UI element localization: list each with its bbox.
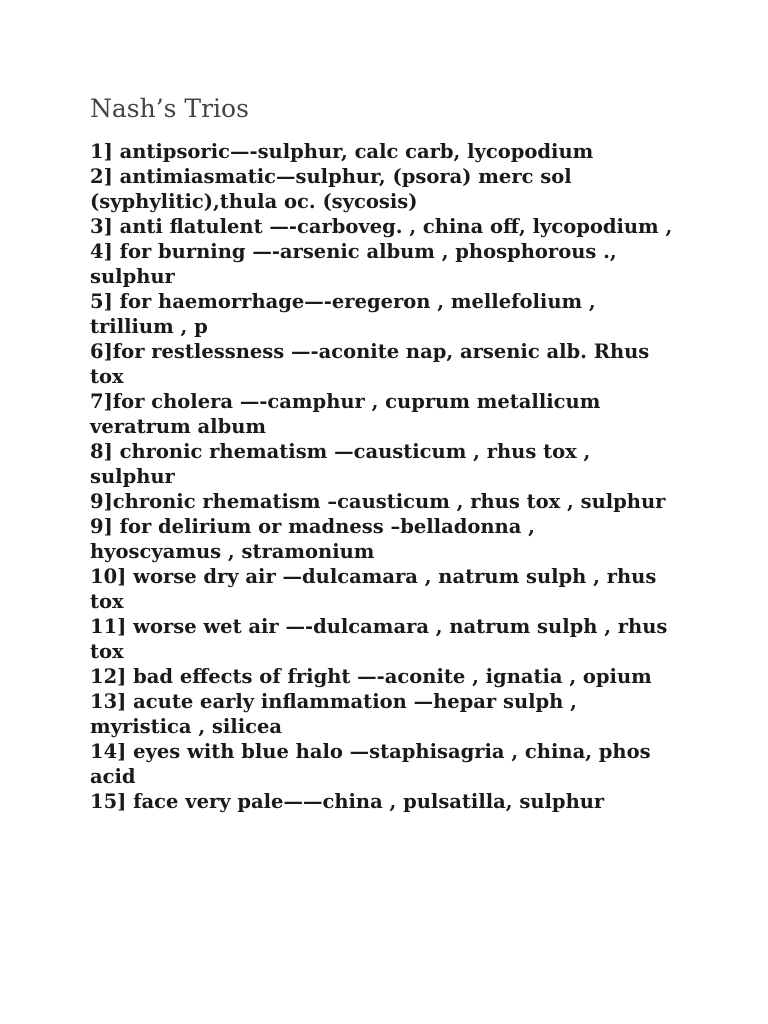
text-line: 9] for delirium or madness –belladonna ,	[90, 515, 535, 538]
text-line: 11] worse wet air —-dulcamara , natrum sulph , rhus	[90, 615, 668, 638]
text-line: 13] acute early inflammation —hepar sulph ,	[90, 690, 577, 713]
text-line: myristica , silicea	[90, 715, 283, 738]
text-line: tox	[90, 640, 124, 663]
text-line: 2] antimiasmatic—sulphur, (psora) merc sol	[90, 165, 572, 188]
text-line: tox	[90, 365, 124, 388]
text-line: 10] worse dry air —dulcamara , natrum sulph , rhus	[90, 565, 657, 588]
text-line: sulphur	[90, 465, 175, 488]
text-line: hyoscyamus , stramonium	[90, 540, 375, 563]
text-line: 9]chronic rhematism –causticum , rhus tox , sulphur	[90, 490, 666, 513]
text-line: tox	[90, 590, 124, 613]
text-line: acid	[90, 765, 136, 788]
text-line: 12] bad effects of fright —-aconite , ignatia , opium	[90, 665, 652, 688]
text-line: 3] anti flatulent —-carboveg. , china off, lycopodium ,	[90, 215, 673, 238]
text-line: 1] antipsoric—-sulphur, calc carb, lycopodium	[90, 140, 594, 163]
text-line: 4] for burning —-arsenic album , phosphorous .,	[90, 240, 617, 263]
text-line: 15] face very pale——china , pulsatilla, sulphur	[90, 790, 605, 813]
text-line: sulphur	[90, 265, 175, 288]
text-line: 5] for haemorrhage—-eregeron , mellefolium ,	[90, 290, 596, 313]
document-body	[90, 139, 690, 814]
text-line: trillium , p	[90, 315, 208, 338]
text-line: (syphylitic),thula oc. (sycosis)	[90, 190, 418, 213]
text-line: 7]for cholera —-camphur , cuprum metallicum	[90, 390, 601, 413]
text-line: 8] chronic rhematism —causticum , rhus tox ,	[90, 440, 591, 463]
text-line: veratrum album	[90, 415, 267, 438]
text-line: 6]for restlessness —-aconite nap, arsenic alb. Rhus	[90, 340, 650, 363]
document-title: Nash’s Trios	[90, 94, 249, 123]
text-line: 14] eyes with blue halo —staphisagria , china, phos	[90, 740, 651, 763]
